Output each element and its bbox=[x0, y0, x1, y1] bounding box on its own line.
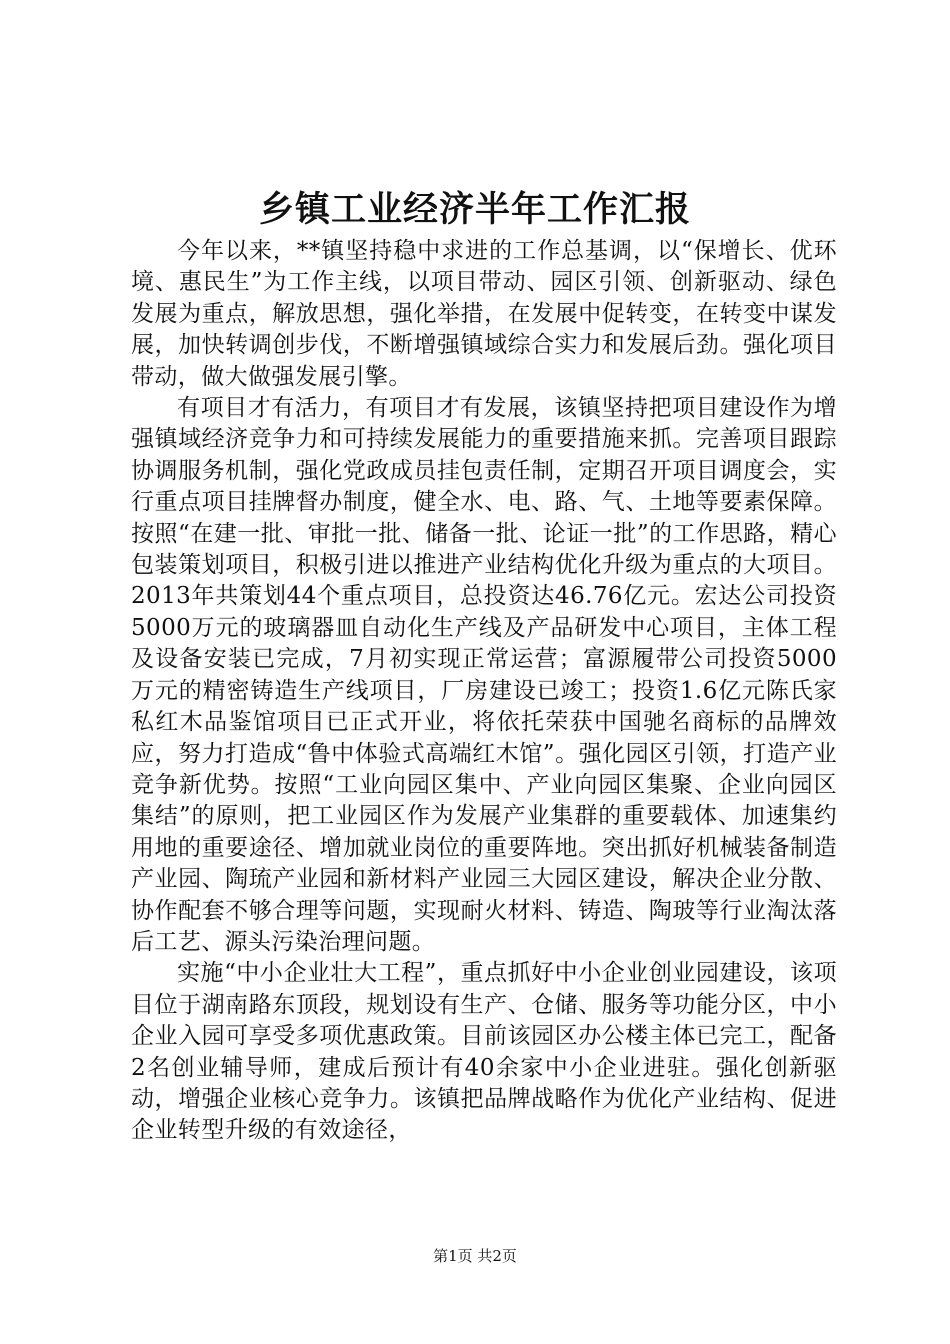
paragraph-1: 今年以来，**镇坚持稳中求进的工作总基调，以“保增长、优环境、惠民生”为工作主线，以项目带动、园区引领、创新驱动、绿色发展为重点，解放思想，强化举措，在发展中促转变，在转变中谋发展，加快转调创步伐，不断增强镇域综合实力和发展后劲。强化项目带动，做大做强发展引擎。 bbox=[131, 238, 837, 390]
document-title: 乡镇工业经济半年工作汇报 bbox=[258, 189, 691, 230]
paragraph-3: 实施“中小企业壮大工程”，重点抓好中小企业创业园建设，该项目位于湖南路东顶段，规划设有生产、仓储、服务等功能分区，中小企业入园可享受多项优惠政策。目前该园区办公楼主体已完工，配备2名创业辅导师，建成后预计有40余家中小企业进驻。强化创新驱动，增强企业核心竞争力。该镇把品牌战略作为优化产业结构、促进企业转型升级的有效途径， bbox=[131, 960, 837, 1144]
page-footer: 第1页 共2页 bbox=[433, 1247, 517, 1265]
paragraph-2: 有项目才有活力，有项目才有发展，该镇坚持把项目建设作为增强镇域经济竞争力和可持续发展能力的重要措施来抓。完善项目跟踪协调服务机制，强化党政成员挂包责任制，定期召开项目调度会，实行重点项目挂牌督办制度，健全水、电、路、气、土地等要素保障。按照“在建一批、审批一批、储备一批、论证一批”的工作思路，精心包装策划项目，积极引进以推进产业结构优化升级为重点的大项目。2013年共策划44个重点项目，总投资达46.76亿元。宏达公司投资5000万元的玻璃器皿自动化生产线及产品研发中心项目，主体工程及设备安装已完成，7月初实现正常运营；富源履带公司投资5000万元的精密铸造生产线项目，厂房建设已竣工；投资1.6亿元陈氏家私红木品鉴馆项目已正式开业，将依托荣获中国驰名商标的品牌效应，努力打造成“鲁中体验式高端红木馆”。强化园区引领，打造产业竞争新优势。按照“工业向园区集中、产业向园区集聚、企业向园区集结”的原则，把工业园区作为发展产业集群的重要载体、加速集约用地的重要途径、增加就业岗位的重要阵地。突出抓好机械装备制造产业园、陶琉产业园和新材料产业园三大园区建设，解决企业分散、协作配套不够合理等问题，实现耐火材料、铸造、陶玻等行业淘汰落后工艺、源头污染治理问题。 bbox=[131, 395, 837, 955]
document-body bbox=[131, 236, 837, 1147]
